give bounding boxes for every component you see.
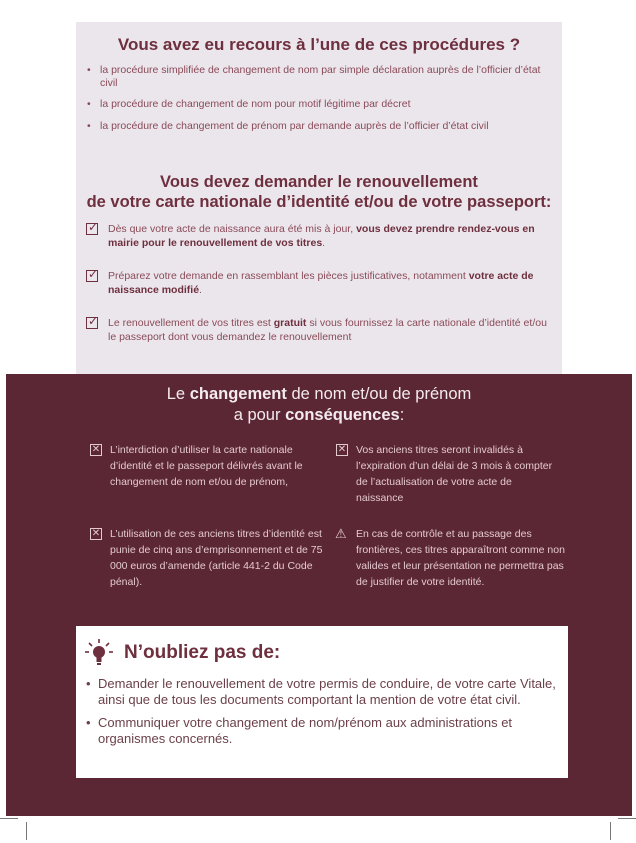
checkbox-checked-icon: ✓ xyxy=(88,220,99,234)
reminder-list xyxy=(86,676,562,754)
consequences-panel xyxy=(6,374,632,816)
consequence-item: ✕ L’interdiction d’utiliser la carte nationale d’identité et le passeport délivrés avant le changement de nom et/ou de prénom, xyxy=(91,444,303,488)
check-item: ✓ Dès que votre acte de naissance aura été mis à jour, vous devez prendre rendez-vous en mairie pour le renouvellement de vos titres. xyxy=(88,220,535,249)
consequence-item: ✕ Vos anciens titres seront invalidés à l’expiration d’un délai de 3 mois à compter de l’actualisation de votre acte de naissance xyxy=(337,444,553,504)
checkbox-cross-icon: ✕ xyxy=(337,444,347,455)
procedures-list xyxy=(86,64,556,141)
warning-icon: ⚠ xyxy=(335,526,347,541)
list-item: • Demander le renouvellement de votre permis de conduire, de votre carte Vitale, ainsi que de tous les documents comportant la mention de votre état civil. xyxy=(86,676,562,708)
list-item: • la procédure simplifiée de changement de nom par simple déclaration auprès de l’officier d’état civil xyxy=(86,64,556,89)
checkbox-cross-icon: ✕ xyxy=(91,444,101,455)
list-item: • la procédure de changement de nom pour motif légitime par décret xyxy=(86,98,556,111)
checkbox-cross-icon: ✕ xyxy=(91,528,101,539)
checkbox-checked-icon: ✓ xyxy=(88,267,99,281)
lightbulb-icon xyxy=(84,638,114,668)
crop-mark xyxy=(618,818,636,819)
list-item: • la procédure de changement de prénom par demande auprès de l’officier d’état civil xyxy=(86,120,556,133)
checkbox-checked-icon: ✓ xyxy=(88,314,99,328)
consequences-heading: Le changement de nom et/ou de prénom a pour conséquences: xyxy=(166,385,472,424)
list-item: • Communiquer votre changement de nom/prénom aux administrations et organismes concernés. xyxy=(86,715,562,747)
renewal-heading-line1: Vous devez demander le renouvellement xyxy=(160,173,478,191)
crop-mark xyxy=(610,822,611,840)
reminder-box xyxy=(76,626,568,778)
check-item: ✓ Préparez votre demande en rassemblant les pièces justificatives, notamment votre acte de naissance modifié. xyxy=(88,267,534,296)
procedures-heading: Vous avez eu recours à l’une de ces procédures ? xyxy=(117,35,521,54)
renewal-heading-line2: de votre carte nationale d’identité et/ou de votre passeport: xyxy=(86,193,552,211)
renewal-steps xyxy=(86,222,554,363)
consequence-item: ✕ L’utilisation de ces anciens titres d’identité est punie de cinq ans d’emprisonnement et de 75 000 euros d’amende (article 441-2 du Code pénal). xyxy=(91,528,323,588)
procedures-panel xyxy=(76,22,562,374)
consequence-item: ⚠ En cas de contrôle et au passage des frontières, ces titres apparaîtront comme non valides et leur présentation ne permettra pas de justifier de votre identité. xyxy=(335,526,565,588)
renewal-heading xyxy=(76,172,562,212)
crop-mark xyxy=(0,818,18,819)
reminder-heading: N’oubliez pas de: xyxy=(124,642,281,663)
check-item: ✓ Le renouvellement de vos titres est gratuit si vous fournissez la carte nationale d’identité et/ou le passeport dont vous demandez le renouvellement xyxy=(88,314,547,343)
crop-mark xyxy=(26,822,27,840)
